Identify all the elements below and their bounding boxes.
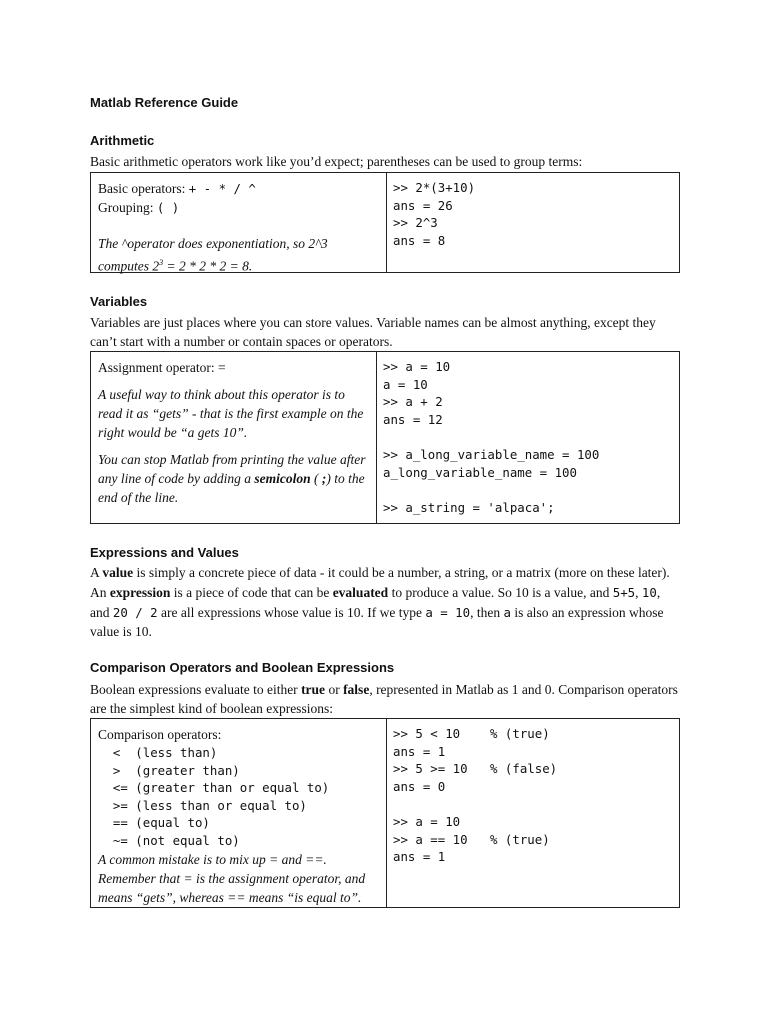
grouping-line: Grouping: ( ) xyxy=(98,200,180,215)
comparison-intro: Boolean expressions evaluate to either true or false, represented in Matlab as 1 and 0. Comparison operators are the simplest kind of boolean expressions: xyxy=(90,682,678,716)
comparison-table xyxy=(90,718,680,908)
arithmetic-table xyxy=(90,172,680,273)
variables-table xyxy=(90,351,680,524)
basic-operators-line: Basic operators: + - * / ^ xyxy=(98,181,256,196)
expressions-paragraph: A value is simply a concrete piece of data - it could be a number, a string, or a matrix (more on these later). An expression is a piece of code that can be evaluated to produce a value. So 10 is a value, and 5+5, 10, and 20 / 2 are all expressions whose value is 10. If we type a = 10, then a is also an expression whose value is 10. xyxy=(90,565,670,640)
arithmetic-intro: Basic arithmetic operators work like you’d expect; parentheses can be used to group terms: xyxy=(90,154,583,169)
comparison-left-cell xyxy=(91,719,387,907)
variables-code-cell: >> a = 10 a = 10 >> a + 2 ans = 12 >> a_long_variable_name = 100 a_long_variable_name = 100 >> a_string = 'alpaca'; xyxy=(383,359,600,515)
variables-left-cell xyxy=(91,352,377,523)
gets-note: A useful way to think about this operator is to read it as “gets” - that is the first example on the right would be “a gets 10”. xyxy=(98,387,364,440)
comparison-code-cell: >> 5 < 10 % (true) ans = 1 >> 5 >= 10 % (false) ans = 0 >> a = 10 >> a == 10 % (true) ans = 1 xyxy=(393,726,558,865)
comparison-heading: Comparison Operators and Boolean Expressions xyxy=(90,660,395,675)
variables-intro: Variables are just places where you can store values. Variable names can be almost anything, except they can’t start with a number or contain spaces or operators. xyxy=(90,315,656,349)
arithmetic-left-cell xyxy=(91,173,387,272)
comparison-label: Comparison operators: xyxy=(98,727,222,742)
arithmetic-heading: Arithmetic xyxy=(90,133,155,148)
assignment-operator-line: Assignment operator: = xyxy=(98,360,226,375)
arithmetic-code-cell: >> 2*(3+10) ans = 26 >> 2^3 ans = 8 xyxy=(393,180,476,248)
comparison-note: A common mistake is to mix up = and ==. Remember that = is the assignment operator, and means “gets”, whereas == means “is equal to”. xyxy=(98,851,366,905)
exponent-note: The ^operator does exponentiation, so 2^3 computes $2^3 = 2 * 2 * 2 = 8$. xyxy=(98,236,328,274)
variables-heading: Variables xyxy=(90,294,148,309)
page-title: Matlab Reference Guide xyxy=(90,95,239,110)
semicolon-note: You can stop Matlab from printing the value after any line of code by adding a semicolon ( ;) to the end of the line. xyxy=(98,452,366,505)
expressions-heading: Expressions and Values xyxy=(90,545,239,560)
comparison-operator-list: < (less than) > (greater than) <= (greater than or equal to) >= (less than or equal to) == (equal to) ~= (not equal to) xyxy=(112,745,330,848)
